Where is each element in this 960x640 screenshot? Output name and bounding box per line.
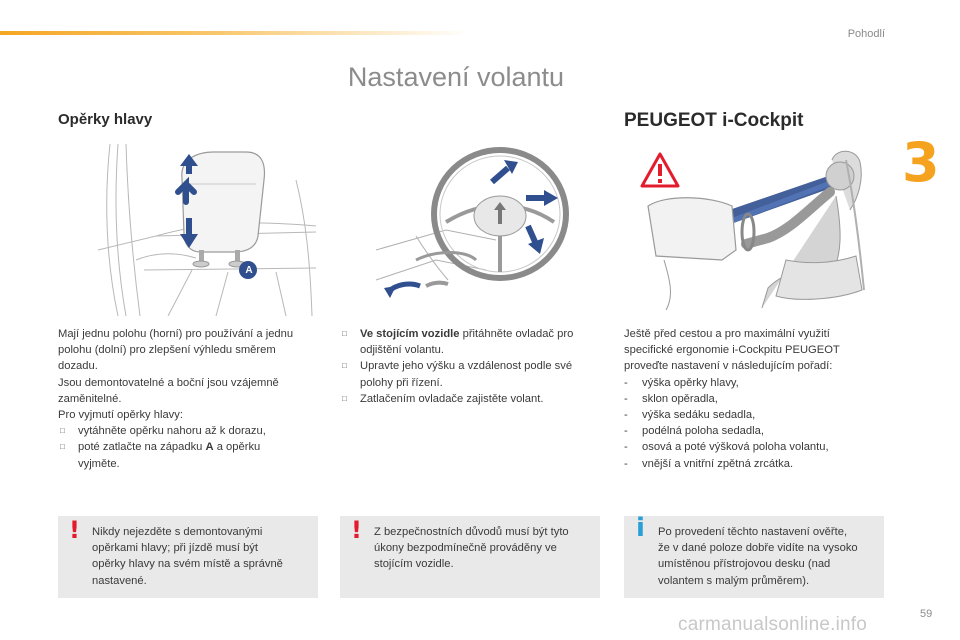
exclamation-icon: ! bbox=[69, 516, 80, 544]
paragraph-line: Pro vyjmutí opěrky hlavy: bbox=[58, 409, 183, 422]
headrest-heading: Opěrky hlavy bbox=[58, 111, 153, 128]
icockpit-heading: PEUGEOT i-Cockpit bbox=[624, 110, 804, 131]
square-bullet-icon: □ bbox=[342, 393, 347, 403]
list-item: - výška sedáku sedadla, bbox=[624, 409, 756, 422]
list-item: □ Upravte jeho výšku a vzdálenost podle své polohy při řízení. bbox=[342, 360, 573, 389]
steering-wheel-illustration bbox=[376, 140, 596, 306]
list-item: □ Zatlačením ovladače zajistěte volant. bbox=[340, 391, 610, 407]
list-item: □ poté zatlačte na západku A a opěrku vyjměte. bbox=[60, 441, 261, 470]
list-item: - výška opěrky hlavy, bbox=[624, 376, 739, 389]
square-bullet-icon: □ bbox=[342, 329, 347, 338]
square-bullet-icon: □ bbox=[342, 361, 347, 371]
note-line: opěrkami hlavy; při jízdě musí být bbox=[92, 542, 259, 555]
note-line: volantem s malým průměrem). bbox=[658, 574, 810, 587]
note-line: že v dané poloze dobře vidíte na vysoko bbox=[658, 542, 858, 555]
paragraph-line: specifické ergonomie i-Cockpitu PEUGEOT bbox=[624, 344, 840, 357]
list-item: □ Ve stojícím vozidle přitáhněte ovladač pro odjištění volantu. bbox=[342, 328, 574, 357]
list-item: - osová a poté výšková poloha volantu, bbox=[624, 441, 829, 454]
paragraph-line: proveďte nastavení v následujícím pořadí: bbox=[624, 360, 833, 373]
watermark: carmanualsonline.info bbox=[678, 614, 868, 635]
note-line: umístěnou přístrojovou desku (nad bbox=[658, 558, 831, 571]
square-bullet-icon: □ bbox=[60, 442, 65, 452]
paragraph-line: dozadu. bbox=[58, 360, 98, 373]
list-item: □ vytáhněte opěrku nahoru až k dorazu, bbox=[58, 423, 328, 439]
list-item: - vnější a vnitřní zpětná zrcátka. bbox=[624, 457, 794, 470]
icockpit-text bbox=[624, 326, 894, 472]
icockpit-illustration bbox=[636, 140, 880, 316]
headrest-marker-label: A bbox=[245, 265, 253, 276]
note-line: stojícím vozidle. bbox=[374, 558, 454, 571]
info-note-icockpit bbox=[624, 513, 884, 598]
exclamation-icon: ! bbox=[351, 516, 362, 544]
warning-note-steering bbox=[340, 516, 600, 598]
section-label: Pohodlí bbox=[847, 28, 885, 40]
note-line: úkony bezpodmínečně prováděny ve bbox=[374, 542, 557, 555]
paragraph-line: Mají jednu polohu (horní) pro používání a jednu bbox=[58, 328, 294, 340]
page-number: 59 bbox=[920, 608, 933, 620]
chapter-number: 3 bbox=[902, 131, 940, 194]
note-line: Nikdy nejezděte s demontovanými bbox=[92, 526, 263, 538]
top-accent-bar bbox=[0, 31, 470, 35]
square-bullet-icon: □ bbox=[60, 426, 65, 436]
note-line: opěrky hlavy na svém místě a správně bbox=[92, 558, 283, 571]
list-item: - sklon opěradla, bbox=[624, 392, 718, 405]
paragraph-line: Ještě před cestou a pro maximální využití bbox=[624, 328, 830, 340]
paragraph-line: polohu (dolní) pro zlepšení výhledu směrem bbox=[58, 344, 276, 357]
headrest-text bbox=[58, 326, 328, 472]
note-line: nastavené. bbox=[92, 574, 147, 587]
page-title: Nastavení volantu bbox=[347, 62, 565, 92]
list-item: - podélná poloha sedadla, bbox=[624, 425, 764, 438]
note-line: Z bezpečnostních důvodů musí být tyto bbox=[374, 526, 569, 538]
paragraph-line: zaměnitelné. bbox=[58, 392, 122, 405]
steering-text bbox=[340, 326, 610, 407]
warning-note-headrest bbox=[58, 516, 318, 598]
headrest-illustration bbox=[96, 140, 322, 316]
note-line: Po provedení těchto nastavení ověřte, bbox=[658, 526, 848, 538]
info-icon: i bbox=[636, 513, 645, 543]
paragraph-line: Jsou demontovatelné a boční jsou vzájemně bbox=[58, 376, 279, 389]
